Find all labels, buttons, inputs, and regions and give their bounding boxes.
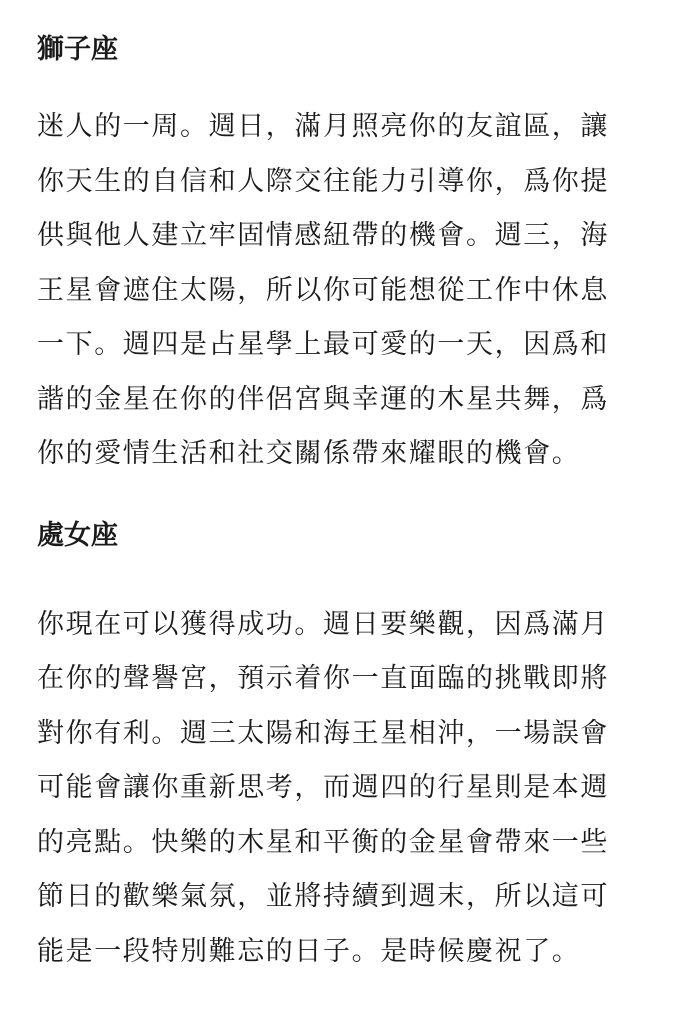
virgo-line: 在你的聲譽宮，預示着你一直面臨的挑戰即將 [37, 663, 609, 694]
virgo-line: 的亮點。快樂的木星和平衡的金星會帶來一些 [37, 826, 609, 858]
leo-line: 一下。週四是占星學上最可愛的一天，因爲和 [37, 329, 609, 360]
leo-line: 王星會遮住太陽，所以你可能想從工作中休息 [37, 274, 609, 306]
virgo-line: 節日的歡樂氣氛，並將持續到週末，所以這可 [37, 881, 609, 912]
virgo-paragraph [37, 598, 656, 980]
leo-line: 你天生的自信和人際交往能力引導你，爲你提 [37, 165, 609, 197]
virgo-line: 可能會讓你重新思考，而週四的行星則是本週 [37, 772, 609, 803]
virgo-line: 對你有利。週三太陽和海王星相沖，一場誤會 [37, 717, 609, 749]
leo-line: 你的愛情生活和社交關係帶來耀眼的機會。 [37, 438, 581, 469]
virgo-heading: 處女座 [37, 519, 118, 551]
leo-line: 供與他人建立牢固情感紐帶的機會。週三，海 [37, 220, 609, 251]
virgo-line: 你現在可以獲得成功。週日要樂觀，因爲滿月 [37, 608, 609, 640]
leo-heading: 獅子座 [37, 34, 118, 65]
virgo-section [37, 516, 656, 980]
leo-line: 迷人的一周。週日，滿月照亮你的友誼區，讓 [37, 111, 609, 142]
leo-line: 諧的金星在你的伴侶宮與幸運的木星共舞，爲 [37, 383, 609, 415]
leo-section [37, 30, 656, 482]
leo-paragraph [37, 100, 656, 482]
virgo-line: 能是一段特別難忘的日子。是時候慶祝了。 [37, 935, 581, 967]
